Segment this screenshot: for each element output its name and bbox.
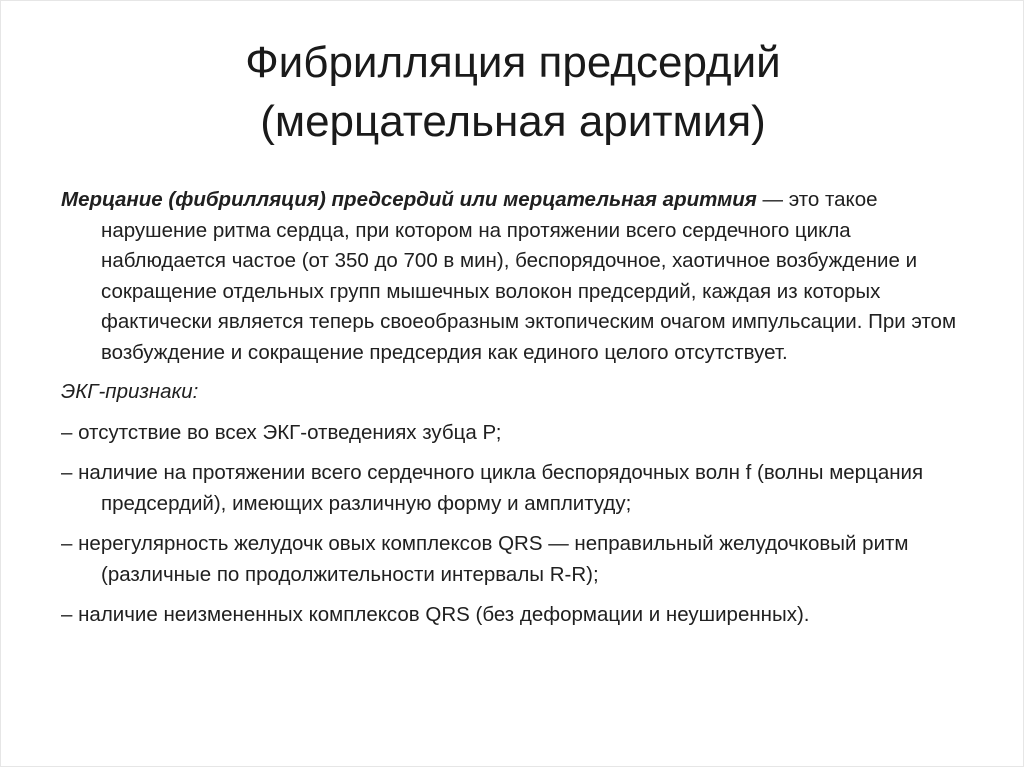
slide-title [61,33,965,151]
definition-term: Мерцание (фибрилляция) предсердий или мерцательная аритмия [61,188,757,211]
ecg-heading: ЭКГ-признаки: [61,380,199,403]
slide-body [61,185,973,641]
ecg-item-4: – наличие неизмененных комплексов QRS (без деформации и неуширенных). [61,603,810,626]
title-line-2: (мерцательная аритмия) [260,97,766,146]
definition-paragraph [61,185,973,368]
title-line-1: Фибрилляция предсердий [245,38,781,87]
ecg-item-2: – наличие на протяжении всего сердечного цикла беспорядочных волн f (волны мерцания предсердий), имеющих различную форму и амплитуду; [61,461,924,515]
ecg-item-1: – отсутствие во всех ЭКГ-отведениях зубца Р; [61,420,502,444]
definition-text: — это такое нарушение ритма сердца, при котором на протяжении всего сердечного цикла наблюдается частое (от 350 до 700 в мин), беспорядочное, хаотичное возбуждение и сокращение отдельных групп мышечных волокон предсердий, каждая из которых фактически является теперь своеобразным эктопическим очагом импульсации. При этом возбуждение и сокращение предсердия как единого целого отсутствует. [101,188,957,364]
ecg-item-3: – нерегулярность желудочк овых комплексов QRS — неправильный желудочковый ритм (различные по продолжительности интервалы R-R); [61,532,909,586]
